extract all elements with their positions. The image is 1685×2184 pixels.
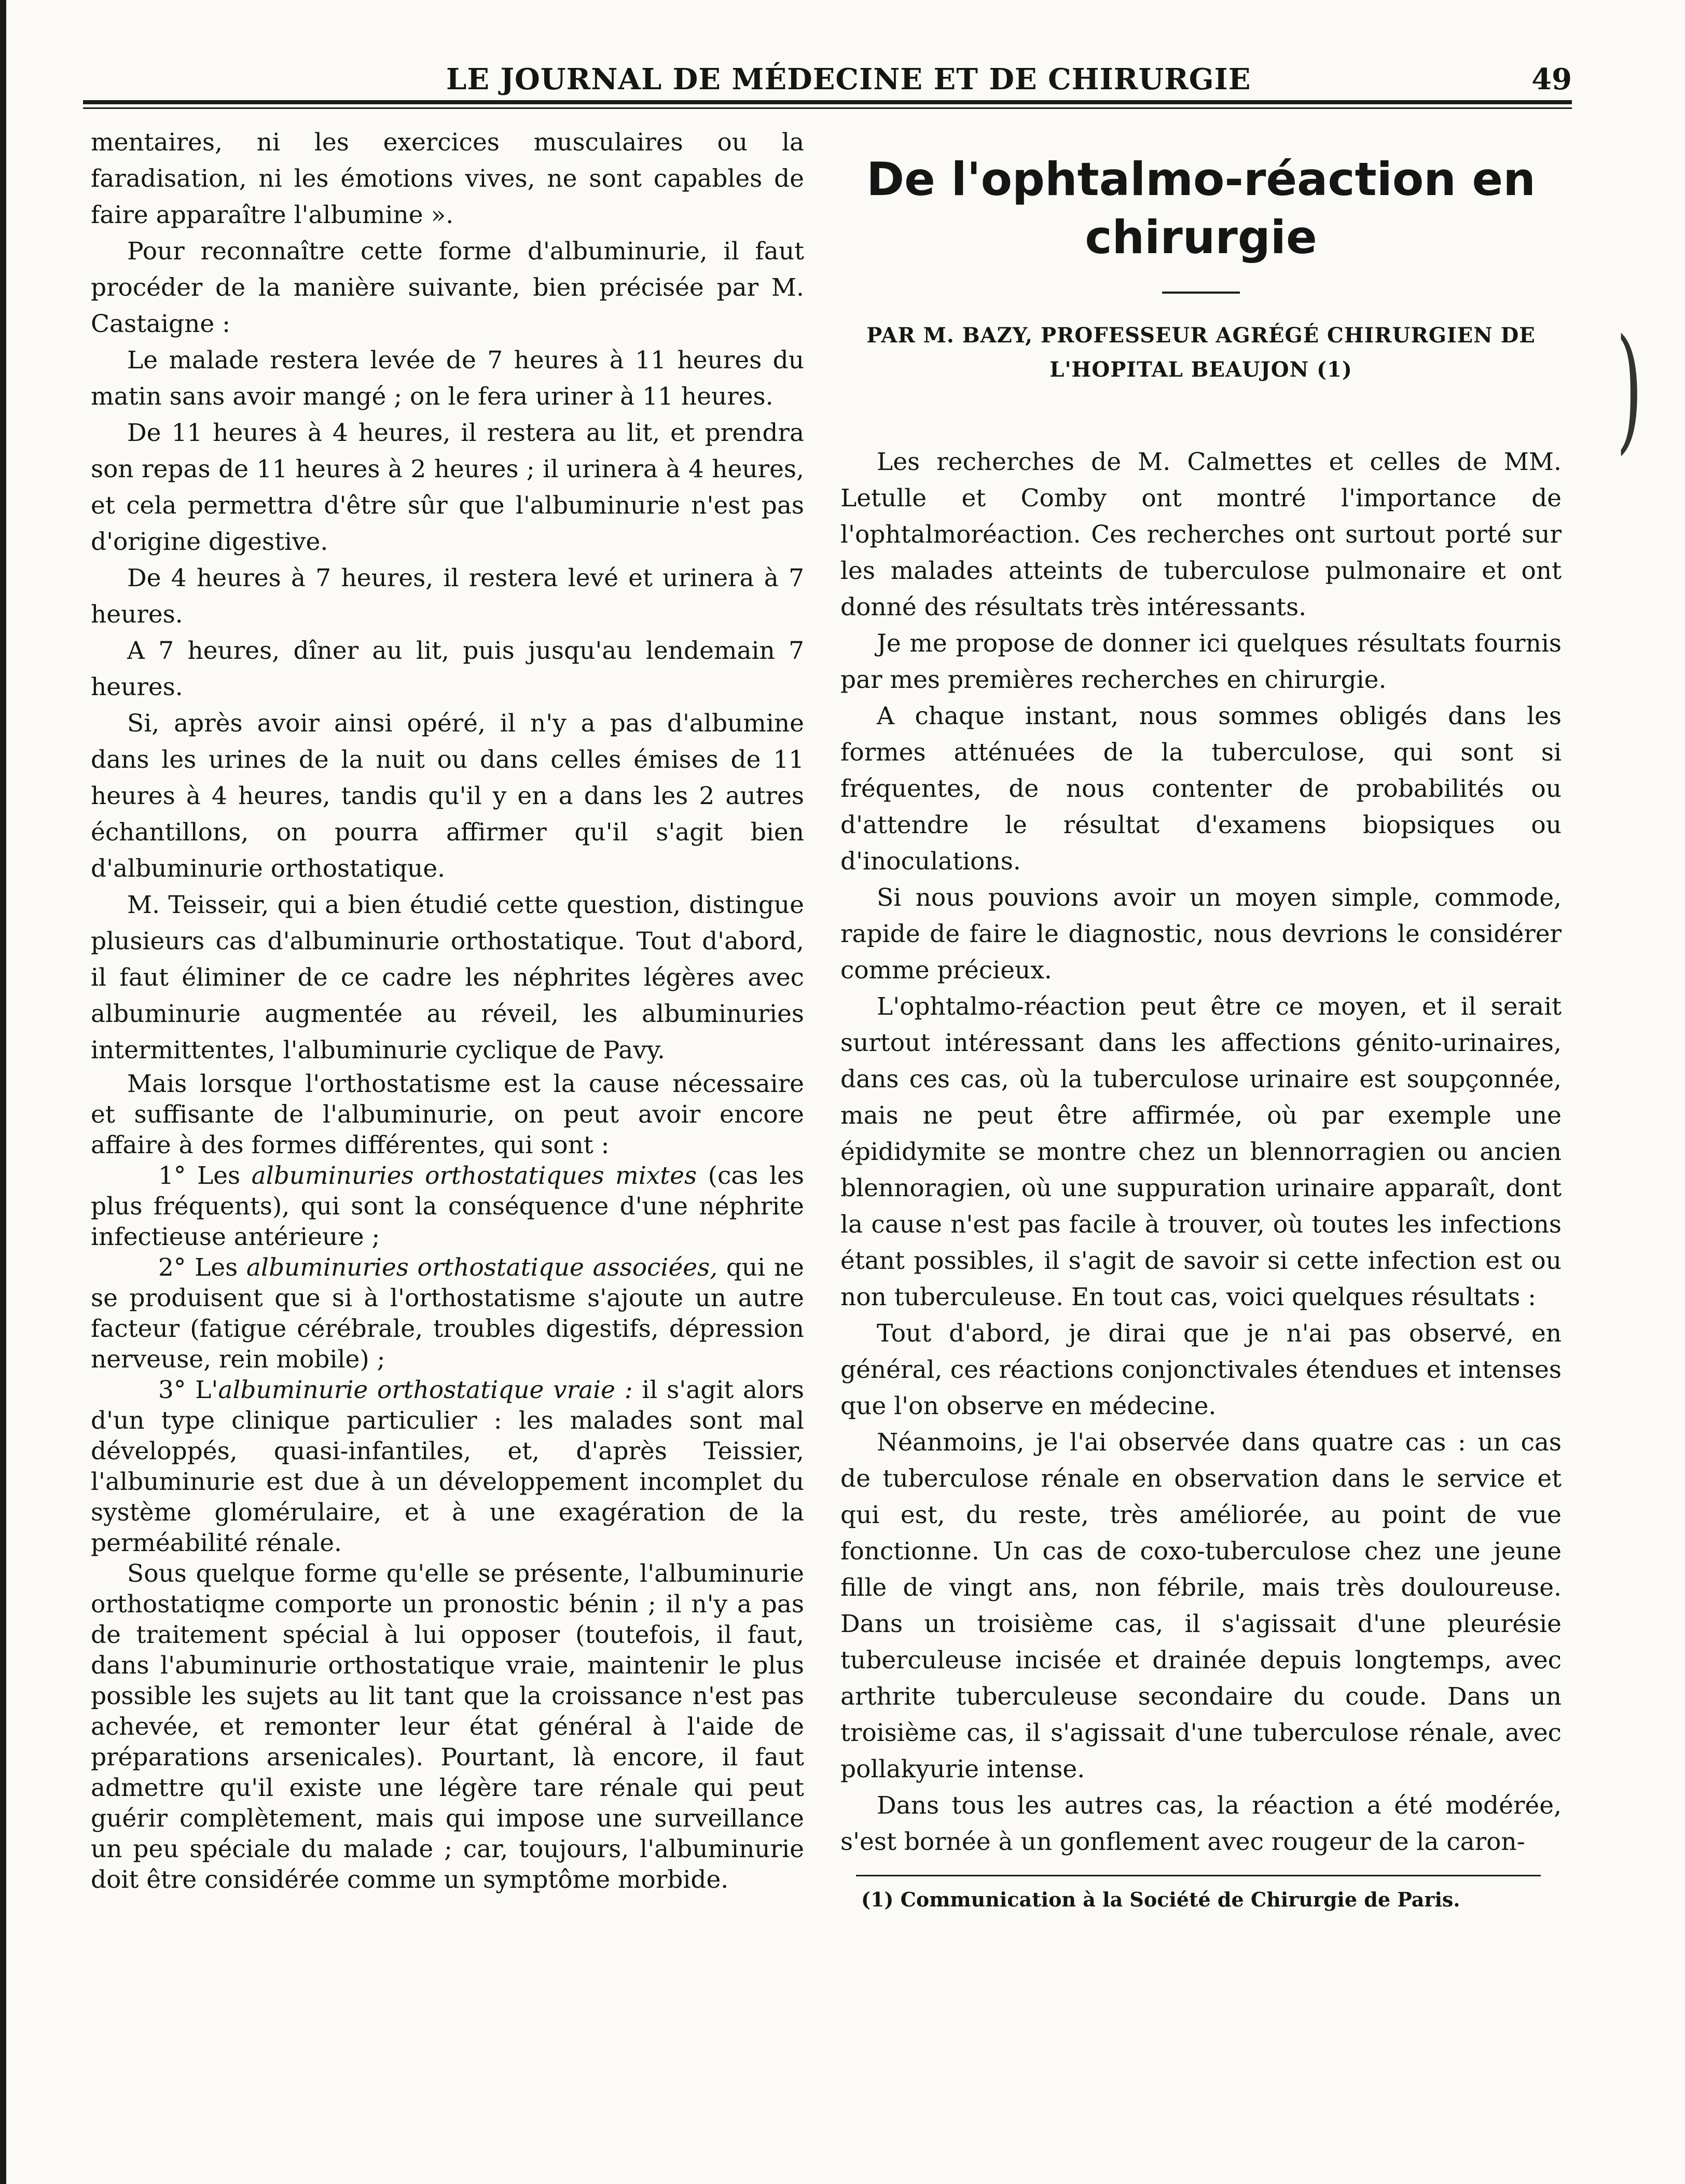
page-header xyxy=(83,57,1572,99)
page-number: 49 xyxy=(1531,62,1572,96)
paragraph: mentaires, ni les exercices musculaires ou la faradisation, ni les émotions vives, ne sont capables de faire apparaître l'albumine ». xyxy=(91,128,804,229)
paragraph: M. Teisseir, qui a bien étudié cette question, distingue plusieurs cas d'albuminurie orthostatique. Tout d'abord, il faut éliminer de ce cadre les néphrites légères avec albuminurie augmentée au réveil, les albuminuries intermittentes, l'albuminurie cyclique de Pavy. xyxy=(91,891,804,1065)
paragraph: Je me propose de donner ici quelques résultats fournis par mes premières recherches en chirurgie. xyxy=(840,629,1562,694)
list-item-text: (cas les plus fréquents), qui sont la conséquence d'une néphrite infectieuse antérieure ; xyxy=(91,1162,804,1251)
list-item-number: 1° Les xyxy=(158,1162,241,1190)
list-item-1 xyxy=(91,1160,804,1252)
byline: PAR M. BAZY, PROFESSEUR AGRÉGÉ CHIRURGIEN DE L'HOPITAL BEAUJON (1) xyxy=(866,323,1536,382)
scan-edge xyxy=(0,0,6,2184)
list-item-term: albuminurie orthostatique vraie : xyxy=(218,1376,633,1404)
paragraph: A chaque instant, nous sommes obligés dans les formes atténuées de la tuberculose, qui sont si fréquentes, de nous contenter de probabilités ou d'attendre le résultat d'examens biopsiques ou d'inoculations. xyxy=(840,702,1562,876)
paragraph: Le malade restera levée de 7 heures à 11 heures du matin sans avoir mangé ; on le fera uriner à 11 heures. xyxy=(91,346,804,411)
header-rule-thin xyxy=(83,107,1572,109)
paragraph: De 11 heures à 4 heures, il restera au lit, et prendra son repas de 11 heures à 2 heures ; il urinera à 4 heures, et cela permettra d'être sûr que l'albuminurie n'est pas d'origine digestive. xyxy=(91,419,804,556)
title-divider xyxy=(1162,292,1240,294)
list-item-text: il s'agit alors d'un type clinique particulier : les malades sont mal développés, quasi-infantiles, et, d'après Teissier, l'albuminurie est due à un développement incomplet du système glomérulaire, et à une exagération de la perméabilité rénale. xyxy=(91,1376,804,1557)
margin-bracket-mark: ) xyxy=(1616,311,1643,467)
paragraph: Tout d'abord, je dirai que je n'ai pas observé, en général, ces réactions conjonctivales étendues et intenses que l'on observe en médecine. xyxy=(840,1319,1562,1420)
list-item-term: albuminuries orthostatique associées, xyxy=(246,1253,718,1282)
footnote: (1) Communication à la Société de Chirurgie de Paris. xyxy=(861,1888,1460,1911)
paragraph: Dans tous les autres cas, la réaction a été modérée, s'est bornée à un gonflement avec rougeur de la caron- xyxy=(840,1791,1562,1856)
footnote-divider xyxy=(856,1875,1541,1876)
paragraph: L'ophtalmo-réaction peut être ce moyen, et il serait surtout intéressant dans les affections génito-urinaires, dans ces cas, où la tuberculose urinaire est soupçonnée, mais ne peut être affirmée, où par exemple une épididymite se montre chez un blennorragien ou ancien blennoragien, où une suppuration urinaire apparaît, dont la cause n'est pas facile à trouver, où toutes les infections étant possibles, il s'agit de savoir si cette infection est ou non tuberculeuse. En tout cas, voici quelques résultats : xyxy=(840,992,1562,1311)
paragraph: Pour reconnaître cette forme d'albuminurie, il faut procéder de la manière suivante, bien précisée par M. Castaigne : xyxy=(91,237,804,338)
running-title: LE JOURNAL DE MÉDECINE ET DE CHIRURGIE xyxy=(446,62,1251,96)
list-item-number: 3° L' xyxy=(158,1376,218,1404)
paragraph: A 7 heures, dîner au lit, puis jusqu'au lendemain 7 heures. xyxy=(91,637,804,701)
paragraph: Si, après avoir ainsi opéré, il n'y a pas d'albumine dans les urines de la nuit ou dans celles émises de 11 heures à 4 heures, tandis qu'il y en a dans les 2 autres échantillons, on pourra affirmer qu'il s'agit bien d'albuminurie orthostatique. xyxy=(91,709,804,883)
left-column xyxy=(91,125,804,1895)
list-item-2 xyxy=(91,1252,804,1375)
right-column xyxy=(840,125,1562,1913)
list-item-text: qui ne se produisent que si à l'orthostatisme s'ajoute un autre facteur (fatigue cérébrale, troubles digestifs, dépression nerveuse, rein mobile) ; xyxy=(91,1253,804,1374)
paragraph: Les recherches de M. Calmettes et celles de MM. Letulle et Comby ont montré l'importance de l'ophtalmoréaction. Ces recherches ont surtout porté sur les malades atteints de tuberculose pulmonaire et ont donné des résultats très intéressants. xyxy=(840,448,1562,621)
header-rule xyxy=(83,100,1572,104)
list-item-number: 2° Les xyxy=(158,1253,238,1282)
paragraph: Sous quelque forme qu'elle se présente, l'albuminurie orthostatiqme comporte un pronostic bénin ; il n'y a pas de traitement spécial à lui opposer (toutefois, il faut, dans l'abuminurie orthostatique vraie, maintenir le plus possible les sujets au lit tant que la croissance n'est pas achevée, et remonter leur état général à l'aide de préparations arsenicales). Pourtant, là encore, il faut admettre qu'il existe une légère tare rénale qui peut guérir complètement, mais qui impose une surveillance un peu spéciale du malade ; car, toujours, l'albuminurie doit être considérée comme un symptôme morbide. xyxy=(91,1559,804,1894)
paragraph: De 4 heures à 7 heures, il restera levé et urinera à 7 heures. xyxy=(91,564,804,629)
list-item-term: albuminuries orthostatiques mixtes xyxy=(251,1162,697,1190)
paragraph: Mais lorsque l'orthostatisme est la cause nécessaire et suffisante de l'albuminurie, on peut avoir encore affaire à des formes différentes, qui sont : xyxy=(91,1070,804,1159)
paragraph: Si nous pouvions avoir un moyen simple, commode, rapide de faire le diagnostic, nous devrions le considérer comme précieux. xyxy=(840,883,1562,985)
list-item-3 xyxy=(91,1375,804,1558)
paragraph: Néanmoins, je l'ai observée dans quatre cas : un cas de tuberculose rénale en observation dans le service et qui est, du reste, très améliorée, au point de vue fonctionne. Un cas de coxo-tuberculose chez une jeune fille de vingt ans, non fébrile, mais très douloureuse. Dans un troisième cas, il s'agissait d'une pleurésie tuberculeuse incisée et drainée depuis longtemps, avec arthrite tuberculeuse secondaire du coude. Dans un troisième cas, il s'agissait d'une tuberculose rénale, avec pollakyurie intense. xyxy=(840,1428,1562,1784)
article-title: De l'ophtalmo-réaction en chirurgie xyxy=(866,153,1536,264)
